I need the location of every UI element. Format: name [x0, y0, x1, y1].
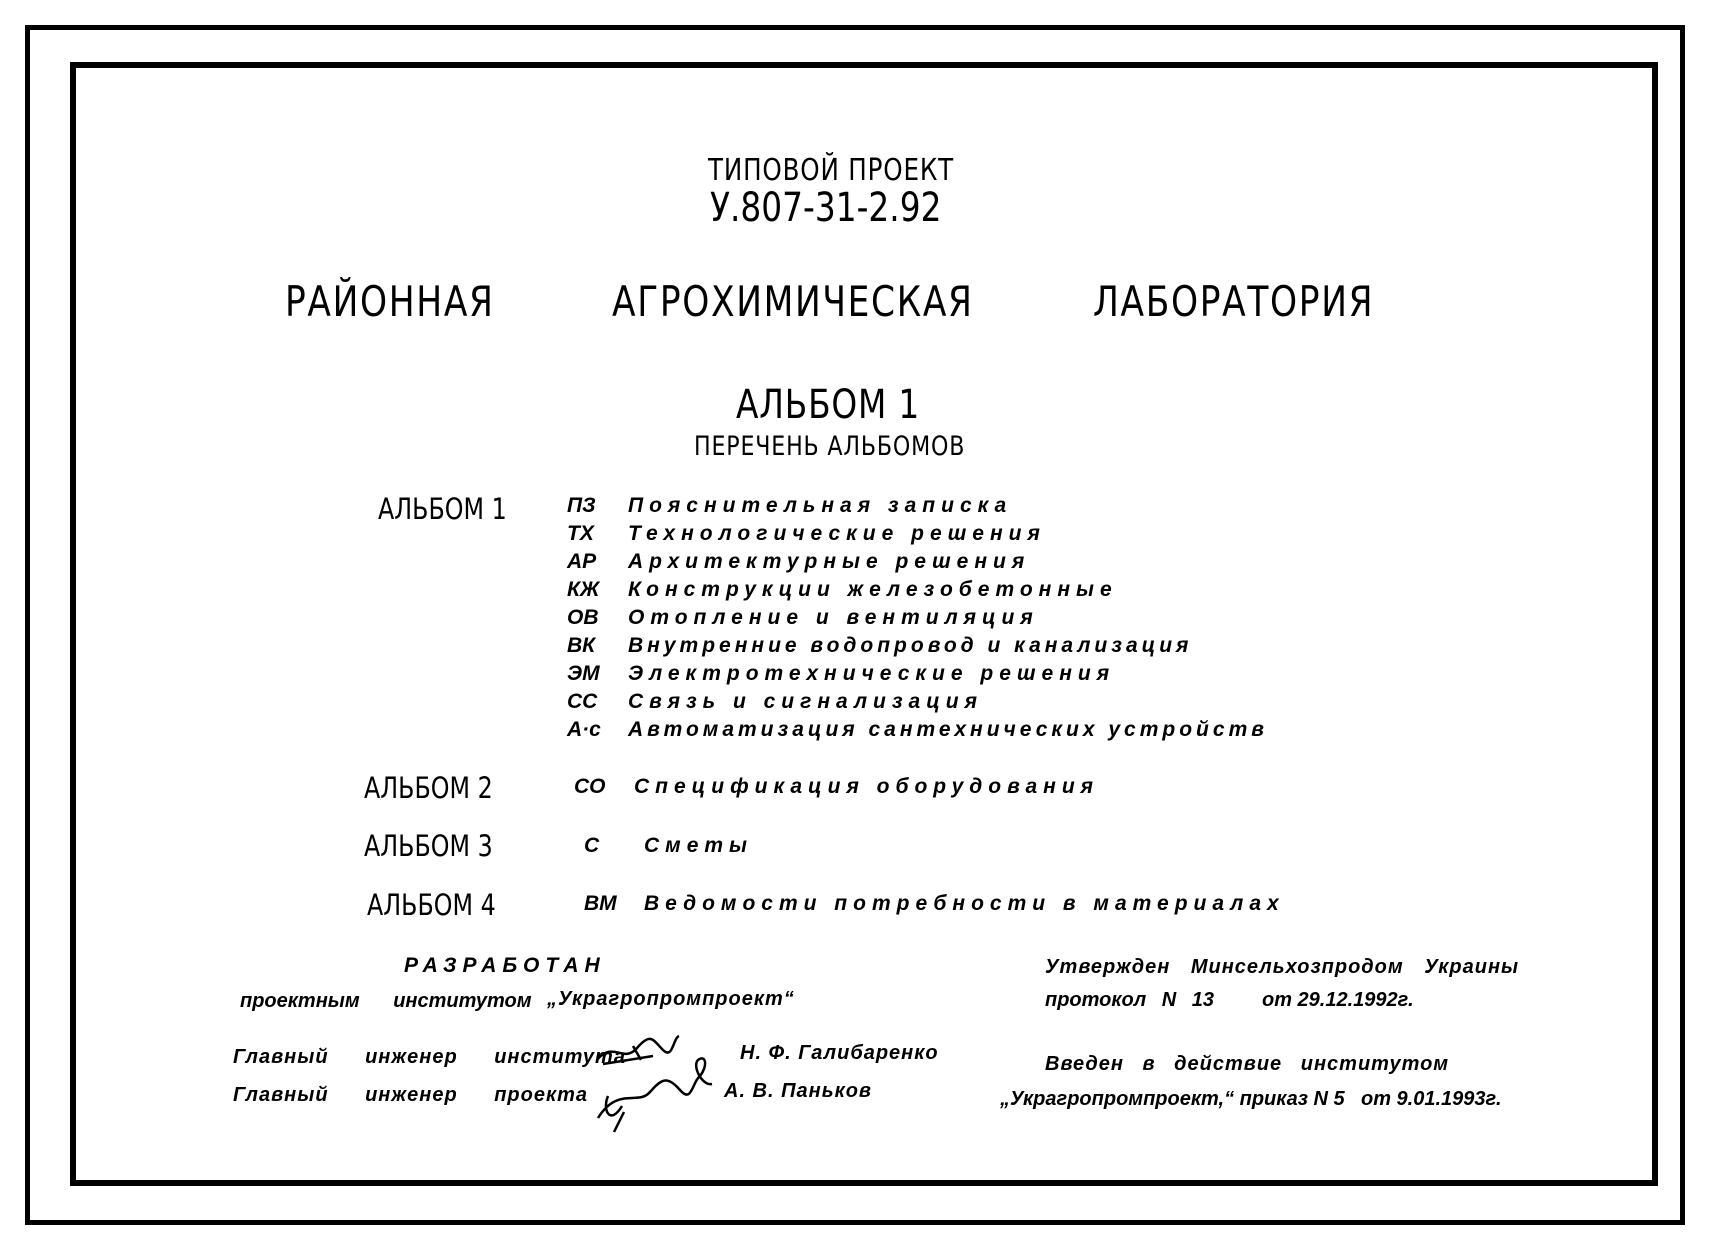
- project-number: У.807-31-2.92: [710, 185, 942, 231]
- album-1-item-8-desc: Связь и сигнализация: [628, 690, 983, 713]
- album-3-item-1-code: С: [584, 834, 600, 857]
- album-1-item-9-code: А·с: [567, 718, 601, 741]
- album-1-item-4-code: КЖ: [567, 578, 600, 601]
- album-1-item-2-desc: Технологические решения: [628, 522, 1046, 545]
- album-1-item-6-code: ВК: [567, 634, 596, 657]
- main-title-word-3: ЛАБОРАТОРИЯ: [1093, 277, 1375, 326]
- album-1-item-9-desc: Автоматизация сантехнических устройств: [628, 718, 1268, 741]
- developer-institute-prefix: проектным институтом: [240, 990, 532, 1012]
- album-heading: АЛЬБОМ 1: [736, 382, 921, 428]
- approval-approved-by: Утвержден Минсельхозпродом Украины: [1045, 956, 1520, 978]
- album-1-item-1-desc: Пояснительная записка: [628, 494, 1013, 517]
- album-3-label: АЛЬБОМ 3: [364, 829, 493, 863]
- album-1-item-1-code: ПЗ: [567, 494, 596, 517]
- approval-protocol: протокол N 13: [1045, 989, 1214, 1011]
- approval-enacted: Введен в действие институтом: [1045, 1053, 1450, 1075]
- album-1-item-7-desc: Электротехнические решения: [628, 662, 1116, 685]
- album-subheading: ПЕРЕЧЕНЬ АЛЬБОМОВ: [694, 431, 966, 462]
- chief-engineer-institute-title: Главный инженер института: [233, 1046, 626, 1068]
- approval-protocol-date: от 29.12.1992г.: [1262, 989, 1414, 1011]
- album-1-item-3-desc: Архитектурные решения: [628, 550, 1031, 573]
- album-1-item-6-desc: Внутренние водопровод и канализация: [628, 634, 1193, 657]
- album-3-item-1-desc: Сметы: [644, 834, 753, 857]
- developer-heading: РАЗРАБОТАН: [404, 954, 606, 977]
- project-type-label: ТИПОВОЙ ПРОЕКТ: [708, 153, 954, 188]
- chief-engineer-project-title: Главный инженер проекта: [233, 1084, 589, 1106]
- album-2-label: АЛЬБОМ 2: [364, 771, 493, 805]
- album-1-item-5-desc: Отопление и вентиляция: [628, 606, 1039, 629]
- album-1-label: АЛЬБОМ 1: [378, 492, 507, 526]
- main-title-word-1: РАЙОННАЯ: [285, 277, 495, 326]
- main-title-word-2: АГРОХИМИЧЕСКАЯ: [612, 277, 974, 326]
- album-2-item-1-code: СО: [574, 775, 606, 798]
- chief-engineer-institute-name: Н. Ф. Галибаренко: [740, 1042, 939, 1064]
- album-1-item-3-code: АР: [567, 550, 597, 573]
- album-4-item-1-code: ВМ: [584, 892, 617, 915]
- album-4-label: АЛЬБОМ 4: [367, 888, 496, 922]
- developer-institute-name: „Украгропромпроект“: [547, 988, 795, 1010]
- album-2-item-1-desc: Спецификация оборудования: [634, 775, 1100, 798]
- chief-engineer-project-name: А. В. Паньков: [724, 1080, 873, 1102]
- approval-enacted-by: „Украгропромпроект,“ приказ N 5: [1000, 1088, 1345, 1110]
- album-1-item-2-code: ТХ: [567, 522, 594, 545]
- approval-enacted-date: от 9.01.1993г.: [1361, 1088, 1502, 1110]
- album-1-item-4-desc: Конструкции железобетонные: [628, 578, 1118, 601]
- album-1-item-5-code: ОВ: [567, 606, 599, 629]
- signature-2: [588, 1046, 728, 1136]
- album-4-item-1-desc: Ведомости потребности в материалах: [644, 892, 1285, 915]
- album-1-item-7-code: ЭМ: [567, 662, 600, 685]
- album-1-item-8-code: СС: [567, 690, 598, 713]
